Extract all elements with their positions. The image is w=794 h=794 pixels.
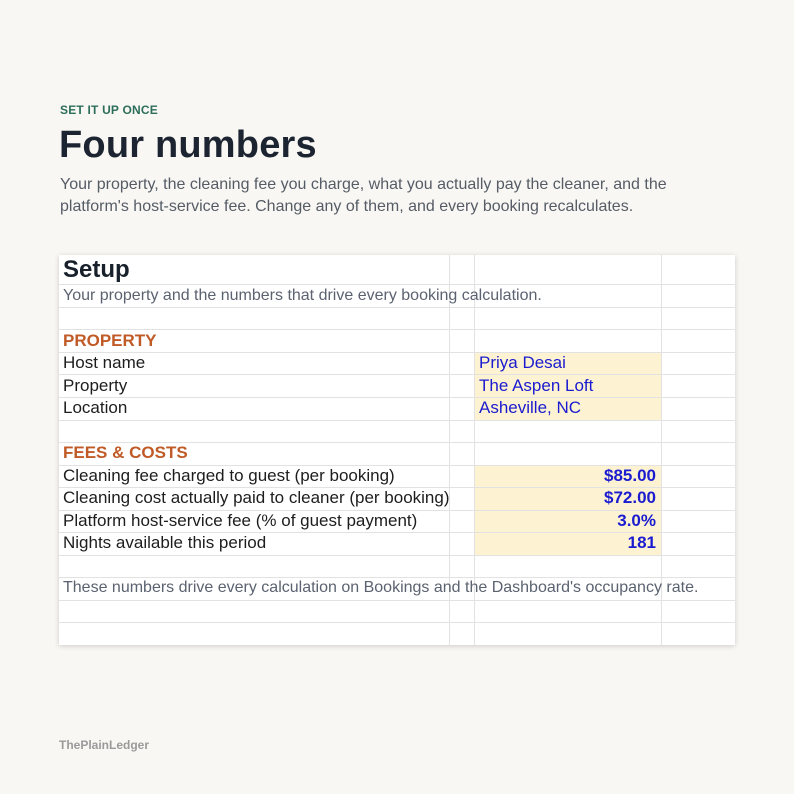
grid-row-line [59, 352, 735, 353]
platform-fee-label: Platform host-service fee (% of guest payment) [63, 511, 418, 530]
nights-available-label: Nights available this period [63, 533, 267, 552]
grid-row-line [59, 307, 735, 308]
location-input[interactable]: Asheville, NC [479, 398, 582, 417]
cleaning-cost-input[interactable]: $72.00 [604, 488, 656, 507]
fees-section-header: FEES & COSTS [63, 443, 188, 462]
sheet-title: Setup [63, 256, 130, 283]
cleaning-cost-label: Cleaning cost actually paid to cleaner (per booking) [63, 488, 450, 507]
host-name-label: Host name [63, 353, 146, 372]
sheet-description: Your property and the numbers that drive every booking calculation. [63, 287, 542, 304]
grid-row-line [59, 374, 735, 375]
sheet-note: These numbers drive every calculation on Bookings and the Dashboard's occupancy rate. [63, 579, 699, 596]
cleaning-fee-label: Cleaning fee charged to guest (per booking) [63, 466, 395, 485]
brand-footer: ThePlainLedger [59, 738, 150, 752]
property-section-header: PROPERTY [63, 331, 157, 350]
platform-fee-input[interactable]: 3.0% [617, 511, 656, 530]
setup-spreadsheet [59, 255, 735, 645]
grid-row-line [59, 600, 735, 601]
cleaning-fee-input[interactable]: $85.00 [604, 466, 656, 485]
grid-row-line [59, 555, 735, 556]
nights-available-input[interactable]: 181 [627, 533, 656, 552]
grid-row-line [59, 622, 735, 623]
host-name-input[interactable]: Priya Desai [479, 353, 566, 372]
grid-row-line [59, 397, 735, 398]
property-label: Property [63, 376, 128, 395]
page-subtitle: Your property, the cleaning fee you charge, what you actually pay the cleaner, and the platform's host-service fee. Change any of them, and every booking recalculates. [60, 176, 667, 215]
eyebrow-label: SET IT UP ONCE [60, 103, 158, 117]
page-title: Four numbers [59, 124, 317, 166]
property-input[interactable]: The Aspen Loft [479, 376, 594, 395]
grid-row-line [59, 420, 735, 421]
location-label: Location [63, 398, 128, 417]
grid-row-line [59, 329, 735, 330]
